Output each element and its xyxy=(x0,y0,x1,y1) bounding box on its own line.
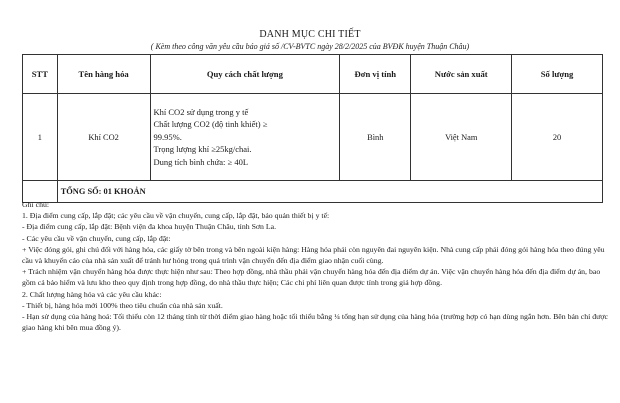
spec-line: 99.95%. xyxy=(153,131,182,142)
header-qty: Số lượng xyxy=(512,55,603,94)
goods-table xyxy=(22,54,603,203)
document-subtitle: ( Kèm theo công văn yêu cầu báo giá số /CV-BVTC ngày 28/2/2025 của BVĐK huyện Thuận Châu) xyxy=(150,42,470,51)
notes-section xyxy=(22,199,610,333)
note-line: - Hạn sử dụng của hàng hoá: Tối thiểu còn 12 tháng tính từ thời điểm giao hàng hoặc tối thiểu bằng ¼ tổng hạn sử dụng của hàng hóa (trường hợp có hạn dùng ngắn hơn. Bên bán chỉ được giao hàng khi bên mua đồng ý). xyxy=(22,312,608,333)
header-name: Tên hàng hóa xyxy=(57,55,150,94)
table-header-row xyxy=(23,55,603,94)
cell-qty: 20 xyxy=(512,94,603,181)
cell-stt: 1 xyxy=(23,94,58,181)
header-spec: Quy cách chất lượng xyxy=(150,55,340,94)
header-unit: Đơn vị tính xyxy=(340,55,411,94)
note-line: 2. Chất lượng hàng hóa và các yêu cầu khác: xyxy=(22,289,162,299)
note-line: - Các yêu cầu về vận chuyển, cung cấp, lắp đặt: xyxy=(22,233,171,243)
spec-line: Dung tích bình chứa: ≥ 40L xyxy=(153,156,249,167)
note-line: 1. Địa điểm cung cấp, lắp đặt; các yêu cầu về vận chuyển, cung cấp, lắp đặt, bảo quản thiết bị y tế: xyxy=(22,211,330,221)
note-line: - Địa điểm cung cấp, lắp đặt: Bệnh viện đa khoa huyện Thuận Châu, tỉnh Sơn La. xyxy=(22,222,277,232)
total-label: TỔNG SỐ: 01 KHOẢN xyxy=(57,181,602,203)
spec-line: Chất lượng CO2 (độ tinh khiết) ≥ xyxy=(153,119,268,130)
document-title: DANH MỤC CHI TIẾT xyxy=(259,29,361,40)
header-origin: Nước sản xuất xyxy=(411,55,512,94)
note-line: + Việc đóng gói, ghi chú đối với hàng hóa, các giấy tờ bên trong và bên ngoài kiện hàng: Hàng hóa phải còn nguyên đai nguyên kiện. Nhà cung cấp phải đóng gói hàng hóa theo đúng yêu cầu và khuyến cáo của nhà sản xuất để tránh hư hỏng trong quá trình vận chuyển đến địa điểm giao nhận cuối cùng. xyxy=(22,244,605,266)
cell-spec xyxy=(150,94,340,181)
note-line: + Trách nhiệm vận chuyển hàng hóa được thực hiện như sau: Theo hợp đồng, nhà thầu phải vận chuyển hàng hóa đến địa điểm dự án. Việc vận chuyển hàng hóa đến địa điểm dự án, bao gồm cả bảo hiểm và lưu kho theo quy định trong hợp đồng, do nhà thầu thực hiện; Các chi phí liên quan được tính trong giá hợp đồng. xyxy=(22,267,601,288)
notes-heading: Ghi chú: xyxy=(22,200,50,209)
cell-unit: Bình xyxy=(340,94,411,181)
table-row xyxy=(23,94,603,181)
note-line: - Thiết bị, hàng hóa mới 100% theo tiêu chuẩn của nhà sản xuất. xyxy=(22,300,223,310)
cell-name: Khí CO2 xyxy=(57,94,150,181)
spec-line: Khí CO2 sử dụng trong y tế xyxy=(153,106,249,117)
spec-line: Trọng lượng khí ≥25kg/chai. xyxy=(153,144,252,155)
header-stt: STT xyxy=(23,55,58,94)
cell-origin: Việt Nam xyxy=(411,94,512,181)
